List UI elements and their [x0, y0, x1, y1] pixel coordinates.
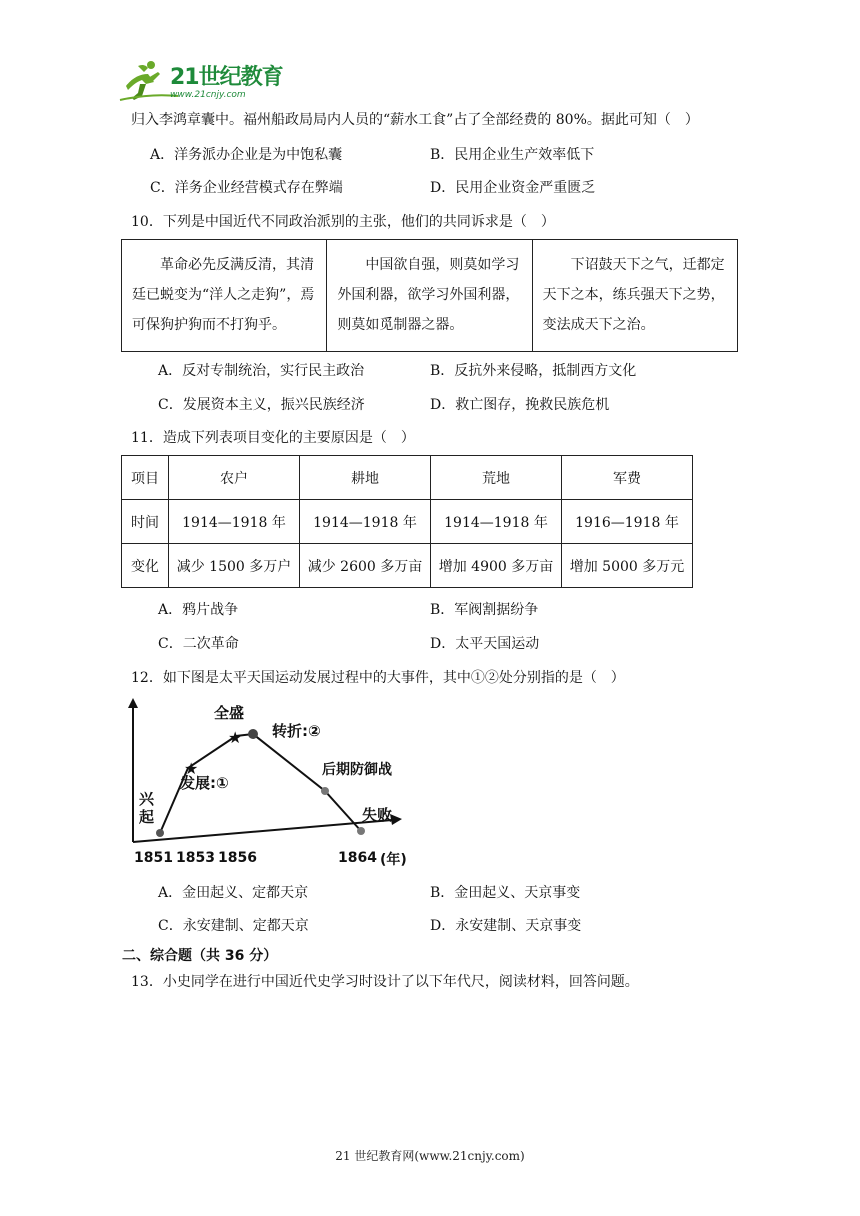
taiping-timeline-diagram [122, 696, 422, 868]
q9-option-d: D．民用企业资金严重匮乏 [430, 180, 596, 196]
point-peak-star: ★ [228, 728, 243, 747]
q10-stem: 10．下列是中国近代不同政治派别的主张，他们的共同诉求是（ ） [131, 214, 555, 230]
q12-option-c: C．永安建制、定都天京 [158, 918, 309, 934]
q9-continuation: 归入李鸿章囊中。福州船政局局内人员的“薪水工食”占了全部经费的 80%。据此可知（ ） [131, 112, 699, 128]
point-late [321, 787, 329, 795]
label-rise-1: 兴 [139, 790, 155, 808]
label-develop: 发展:① [180, 774, 229, 792]
label-late: 后期防御战 [322, 762, 392, 778]
table-cell: 减少 2600 多万亩 [300, 544, 431, 588]
q10-option-c: C．发展资本主义，振兴民族经济 [158, 397, 365, 413]
q12-option-b: B．金田起义、天京事变 [430, 885, 581, 901]
y-axis-arrow [128, 698, 138, 708]
q11-option-c: C．二次革命 [158, 636, 239, 652]
logo-text: 21世纪教育 [170, 65, 283, 90]
year-1853: 1853 [176, 850, 215, 866]
site-logo [118, 56, 288, 108]
table-cell: 增加 4900 多万亩 [431, 544, 562, 588]
q11-stem: 11．造成下列表项目变化的主要原因是（ ） [131, 430, 415, 446]
q10-option-d: D．救亡图存，挽救民族危机 [430, 397, 610, 413]
table-row [122, 500, 693, 544]
table-cell: 荒地 [431, 456, 562, 500]
q12-stem: 12．如下图是太平天国运动发展过程中的大事件，其中①②处分别指的是（ ） [131, 670, 625, 686]
table-cell: 增加 5000 多万元 [562, 544, 693, 588]
q11-option-a: A．鸦片战争 [158, 602, 239, 618]
section-heading: 二、综合题（共 36 分） [122, 948, 278, 964]
table-cell: 1914—1918 年 [169, 500, 300, 544]
q10-option-a: A．反对专制统治，实行民主政治 [158, 363, 365, 379]
q10-quote-table [121, 239, 738, 352]
point-turn [248, 729, 258, 739]
q13-stem: 13．小史同学在进行中国近代史学习时设计了以下年代尺，阅读材料，回答问题。 [131, 974, 639, 990]
table-cell: 农户 [169, 456, 300, 500]
year-unit: (年) [380, 852, 407, 868]
table-row [122, 456, 693, 500]
table-cell: 1914—1918 年 [300, 500, 431, 544]
point-rise [156, 829, 164, 837]
table-cell: 减少 1500 多万户 [169, 544, 300, 588]
table-cell: 时间 [122, 500, 169, 544]
q12-option-a: A．金田起义、定都天京 [158, 885, 309, 901]
q9-option-c: C．洋务企业经营模式存在弊端 [150, 180, 343, 196]
year-1864: 1864 [338, 850, 377, 866]
table-row [122, 544, 693, 588]
table-cell: 军费 [562, 456, 693, 500]
logo-url: www.21cnjy.com [170, 90, 246, 100]
q9-option-a: A．洋务派办企业是为中饱私囊 [150, 147, 343, 163]
year-1856: 1856 [218, 850, 257, 866]
label-peak: 全盛 [214, 704, 245, 722]
q10-quote-1: 革命必先反满反清，其清廷已蜕变为“洋人之走狗”，焉可保狗护狗而不打狗乎。 [132, 257, 315, 333]
table-cell: 项目 [122, 456, 169, 500]
label-turn: 转折:② [272, 722, 321, 740]
point-fail [357, 827, 365, 835]
q11-option-d: D．太平天国运动 [430, 636, 540, 652]
table-cell: 1916—1918 年 [562, 500, 693, 544]
q11-option-b: B．军阀割据纷争 [430, 602, 539, 618]
table-cell: 耕地 [300, 456, 431, 500]
q10-option-b: B．反抗外来侵略，抵制西方文化 [430, 363, 637, 379]
label-rise-2: 起 [139, 808, 155, 826]
point-develop-star: ★ [184, 759, 199, 778]
q9-option-b: B．民用企业生产效率低下 [430, 147, 595, 163]
table-cell: 变化 [122, 544, 169, 588]
q12-option-d: D．永安建制、天京事变 [430, 918, 582, 934]
q10-quote-2: 中国欲自强，则莫如学习外国利器，欲学习外国利器，则莫如觅制器之器。 [326, 240, 531, 351]
q11-table [121, 455, 693, 588]
table-cell: 1914—1918 年 [431, 500, 562, 544]
year-1851: 1851 [134, 850, 173, 866]
page-footer: 21 世纪教育网(www.21cnjy.com) [335, 1149, 525, 1163]
label-fail: 失败 [362, 806, 393, 824]
q10-quote-3: 下诏鼓天下之气，迁都定天下之本，练兵强天下之势，变法成天下之治。 [532, 240, 737, 351]
